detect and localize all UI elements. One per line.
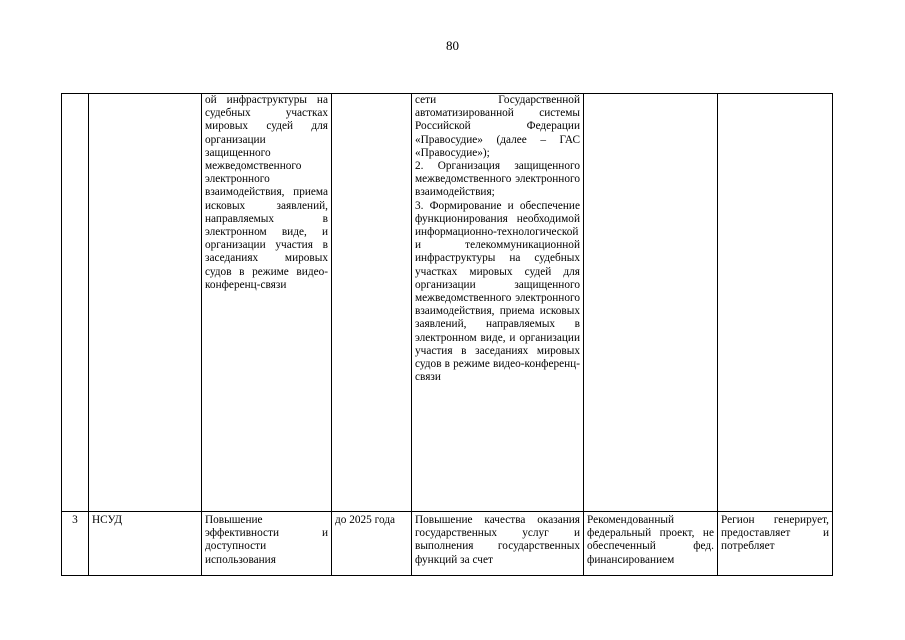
cell-deadline: до 2025 года <box>332 512 412 576</box>
cell-project: Рекомендованный федеральный проект, не обеспеченный фед. финансированием <box>584 512 718 576</box>
cell-goal: ой инфраструктуры на судебных участках мировых судей для организации защищенного межведомственного электронного взаимодействия, приема исковых заявлений, направляемых в электронном виде, и организации участия в заседаниях мировых судов в режиме видео-конференц-связи <box>202 94 332 512</box>
cell-goal: Повышение эффективности и доступности использования <box>202 512 332 576</box>
table-row <box>62 94 833 512</box>
cell-name: НСУД <box>89 512 202 576</box>
table-row <box>62 512 833 576</box>
cell-number: 3 <box>62 512 89 576</box>
cell-measures: Повышение качества оказания государственных услуг и выполнения государственных функций за счет <box>412 512 584 576</box>
cell-measures: сети Государственной автоматизированной системы Российской Федерации «Правосудие» (далее – ГАС «Правосудие»); 2. Организация защищенного межведомственного электронного взаимодействия; 3. Формирование и обеспечение функционирования необходимой информационно-технологической и телекоммуникационной инфраструктуры на судебных участках мировых судей для организации защищенного межведомственного электронного взаимодействия, приема исковых заявлений, направляемых в электронном виде, и организации участия в заседаниях мировых судов в режиме видео-конференц-связи <box>412 94 584 512</box>
cell-region <box>718 94 833 512</box>
cell-project <box>584 94 718 512</box>
cell-number <box>62 94 89 512</box>
measures-table <box>61 93 833 576</box>
page-number: 80 <box>446 38 459 53</box>
cell-name <box>89 94 202 512</box>
cell-deadline <box>332 94 412 512</box>
cell-region: Регион генерирует, предоставляет и потребляет <box>718 512 833 576</box>
